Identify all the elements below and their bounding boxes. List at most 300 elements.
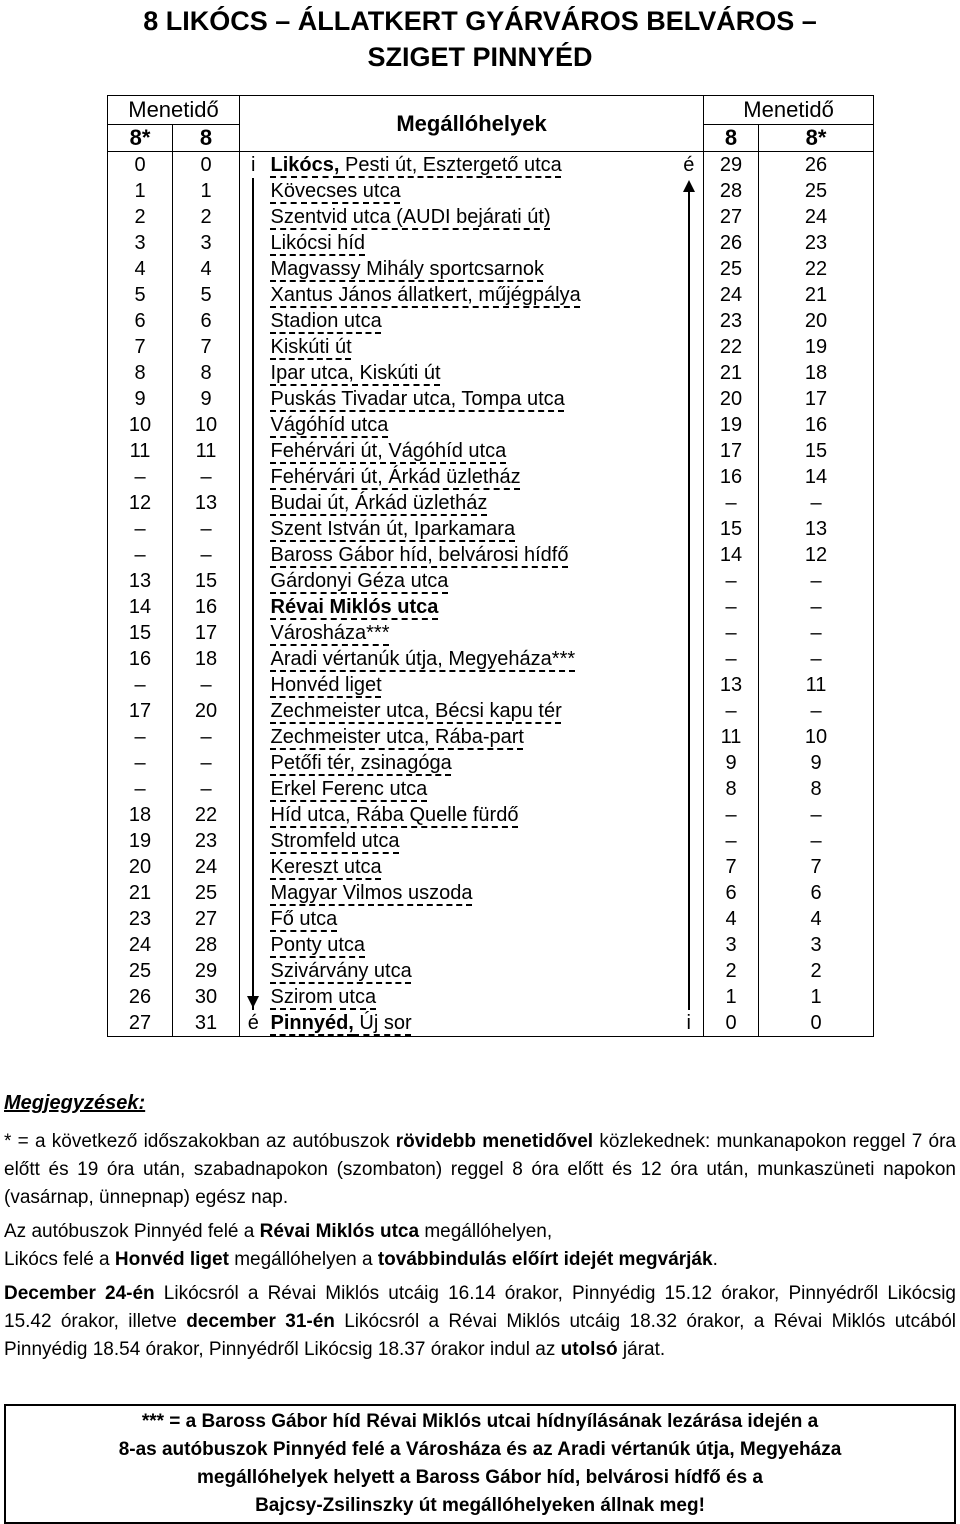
time-8-outbound: 17 (173, 620, 240, 646)
time-8-outbound: 31 (173, 1010, 240, 1037)
direction-line-inbound (688, 568, 690, 594)
direction-marker-right (675, 672, 704, 698)
time-8-inbound: 28 (704, 178, 759, 204)
stop-name (267, 880, 675, 906)
time-8star-inbound: 15 (759, 438, 874, 464)
direction-marker-right (675, 802, 704, 828)
direction-marker-right (675, 568, 704, 594)
direction-line-outbound (252, 906, 254, 932)
time-8-outbound: – (173, 724, 240, 750)
note-bold: December 24-én (4, 1283, 155, 1304)
direction-marker-right (675, 776, 704, 802)
direction-marker-left (240, 854, 267, 880)
note-text: megállóhelyen a (228, 1249, 378, 1270)
direction-line-inbound (688, 984, 690, 1010)
direction-line-inbound (688, 854, 690, 880)
time-8-inbound: 15 (704, 516, 759, 542)
stop-name-main: Stadion utca (270, 310, 382, 332)
stop-name (267, 516, 675, 542)
time-8star-inbound: 1 (759, 984, 874, 1010)
stop-name-main: Fehérvári út, Vágóhíd utca (270, 440, 507, 462)
direction-marker-right (675, 308, 704, 334)
direction-line-inbound (688, 750, 690, 776)
note-bold: rövidebb menetidővel (395, 1131, 594, 1152)
note-bold: Honvéd liget (114, 1249, 229, 1270)
direction-line-inbound (688, 230, 690, 256)
direction-line-outbound (252, 490, 254, 516)
direction-line-outbound (252, 828, 254, 854)
direction-marker-left (240, 256, 267, 282)
notice-line-4: Bajcsy-Zsilinszky út megállóhelyeken állnak meg! (255, 1495, 705, 1516)
direction-marker-right (675, 204, 704, 230)
stop-name (267, 308, 675, 334)
direction-line-outbound (252, 750, 254, 776)
time-8-inbound: 2 (704, 958, 759, 984)
table-row (108, 204, 874, 230)
stop-name (267, 984, 675, 1010)
time-8star-inbound: 20 (759, 308, 874, 334)
time-8star-outbound: – (108, 672, 173, 698)
time-8star-inbound: – (759, 568, 874, 594)
col-header-8star-right: 8* (759, 125, 874, 152)
stop-name-main: Erkel Ferenc utca (270, 778, 428, 800)
time-8star-outbound: 8 (108, 360, 173, 386)
direction-marker-left (240, 932, 267, 958)
stop-name (267, 152, 675, 179)
stop-name-main: Szentvid utca (AUDI bejárati út) (270, 206, 551, 228)
time-8-inbound: – (704, 620, 759, 646)
time-8star-inbound: 25 (759, 178, 874, 204)
stop-name (267, 178, 675, 204)
direction-marker-right (675, 958, 704, 984)
direction-line-inbound (688, 698, 690, 724)
stop-name-main: Stromfeld utca (270, 830, 400, 852)
note-text: . (712, 1249, 718, 1270)
time-8-inbound: 7 (704, 854, 759, 880)
direction-line-outbound (252, 646, 254, 672)
stop-name (267, 256, 675, 282)
stop-name-main: Ponty utca (270, 934, 366, 956)
note-text: járat. (617, 1339, 666, 1360)
time-8star-outbound: – (108, 516, 173, 542)
stop-name-main: Aradi vértanúk útja, Megyeháza*** (270, 648, 576, 670)
direction-line-inbound (688, 906, 690, 932)
direction-marker-right (675, 334, 704, 360)
time-8star-inbound: 22 (759, 256, 874, 282)
stop-name (267, 360, 675, 386)
table-row (108, 152, 874, 179)
time-8star-outbound: 17 (108, 698, 173, 724)
direction-marker-right (675, 464, 704, 490)
stop-name-main: Révai Miklós utca (270, 596, 439, 618)
direction-line-outbound (252, 568, 254, 594)
direction-line-outbound (252, 542, 254, 568)
time-8star-inbound: 0 (759, 1010, 874, 1037)
time-8star-outbound: – (108, 724, 173, 750)
time-8star-inbound: 24 (759, 204, 874, 230)
stop-name (267, 620, 675, 646)
time-8-inbound: 27 (704, 204, 759, 230)
time-8star-inbound: 8 (759, 776, 874, 802)
direction-marker-left (240, 490, 267, 516)
stop-name-main: Pinnyéd, (270, 1012, 354, 1034)
direction-marker-left (240, 776, 267, 802)
stop-name-main: Szirom utca (270, 986, 377, 1008)
stop-name (267, 542, 675, 568)
time-8star-outbound: – (108, 750, 173, 776)
direction-marker-left (240, 828, 267, 854)
table-row (108, 646, 874, 672)
table-row (108, 230, 874, 256)
time-8-outbound: 10 (173, 412, 240, 438)
notes (4, 1128, 956, 1370)
stop-name (267, 672, 675, 698)
time-8star-inbound: 13 (759, 516, 874, 542)
direction-marker-left (240, 308, 267, 334)
time-8star-inbound: 19 (759, 334, 874, 360)
time-8star-inbound: 9 (759, 750, 874, 776)
stop-name (267, 412, 675, 438)
direction-marker-right (675, 178, 704, 204)
direction-marker-left (240, 178, 267, 204)
stop-name (267, 646, 675, 672)
direction-line-inbound (688, 464, 690, 490)
time-8star-inbound: – (759, 646, 874, 672)
note-text: közlekednek: munkanapokon reggel 7 óra előtt és 19 óra után, szabadnapokon (szombaton) reggel 8 óra előtt és 12 óra után, munkaszüneti napokon (vasárnap, ünnepnap) egész nap. (4, 1131, 956, 1208)
time-8-outbound: 9 (173, 386, 240, 412)
time-8star-outbound: 6 (108, 308, 173, 334)
stop-name-main: Magvassy Mihály sportcsarnok (270, 258, 544, 280)
direction-line-inbound (688, 802, 690, 828)
direction-line-inbound (688, 932, 690, 958)
direction-marker-left (240, 620, 267, 646)
time-8-outbound: 18 (173, 646, 240, 672)
stop-name (267, 282, 675, 308)
time-8star-inbound: 18 (759, 360, 874, 386)
direction-marker-left (240, 568, 267, 594)
table-row (108, 282, 874, 308)
note-bold: utolsó (560, 1339, 618, 1360)
stop-name (267, 464, 675, 490)
time-8-outbound: – (173, 776, 240, 802)
stop-name (267, 204, 675, 230)
direction-marker-right (675, 542, 704, 568)
time-8-outbound: 25 (173, 880, 240, 906)
direction-marker-right (675, 360, 704, 386)
direction-line-outbound (252, 464, 254, 490)
direction-marker-right (675, 256, 704, 282)
stop-name (267, 490, 675, 516)
direction-line-outbound (252, 620, 254, 646)
time-8-inbound: 4 (704, 906, 759, 932)
direction-line-inbound (688, 828, 690, 854)
direction-line-outbound (252, 230, 254, 256)
stop-name-main: Ipar utca, Kiskúti út (270, 362, 441, 384)
direction-marker-left (240, 594, 267, 620)
table-row (108, 802, 874, 828)
time-8star-outbound: 9 (108, 386, 173, 412)
time-8-outbound: 27 (173, 906, 240, 932)
arrow-down-icon (247, 996, 259, 1008)
time-8-outbound: 30 (173, 984, 240, 1010)
time-8-outbound: 1 (173, 178, 240, 204)
direction-marker-right: i (675, 1010, 704, 1037)
stop-name-main: Kiskúti út (270, 336, 352, 358)
time-8star-inbound: 2 (759, 958, 874, 984)
direction-line-outbound (252, 516, 254, 542)
stop-name-main: Baross Gábor híd, belvárosi hídfő (270, 544, 569, 566)
time-8star-outbound: – (108, 776, 173, 802)
table-row (108, 412, 874, 438)
direction-line-outbound (252, 854, 254, 880)
table-row (108, 516, 874, 542)
table-row (108, 360, 874, 386)
time-8-outbound: 23 (173, 828, 240, 854)
time-8-outbound: – (173, 672, 240, 698)
arrow-up-icon (683, 180, 695, 192)
direction-line-inbound (688, 308, 690, 334)
stop-name (267, 854, 675, 880)
stop-name-main: Kereszt utca (270, 856, 382, 878)
direction-marker-left (240, 438, 267, 464)
direction-line-inbound (688, 542, 690, 568)
time-8star-inbound: 14 (759, 464, 874, 490)
table-row (108, 854, 874, 880)
time-8star-inbound: 10 (759, 724, 874, 750)
time-8star-inbound: 26 (759, 152, 874, 179)
direction-marker-left (240, 516, 267, 542)
time-8star-outbound: 19 (108, 828, 173, 854)
left-menetido-header: Menetidő (108, 96, 240, 125)
time-8star-inbound: 6 (759, 880, 874, 906)
direction-marker-left (240, 698, 267, 724)
time-8-outbound: 5 (173, 282, 240, 308)
direction-line-outbound (252, 672, 254, 698)
direction-line-outbound (252, 724, 254, 750)
time-8star-outbound: 15 (108, 620, 173, 646)
time-8star-outbound: 18 (108, 802, 173, 828)
time-8star-inbound: – (759, 620, 874, 646)
time-8-inbound: 29 (704, 152, 759, 179)
stop-name (267, 334, 675, 360)
notes-heading: Megjegyzések: (4, 1092, 146, 1114)
time-8-outbound: 28 (173, 932, 240, 958)
direction-line-inbound (688, 360, 690, 386)
time-8star-outbound: 2 (108, 204, 173, 230)
right-menetido-header: Menetidő (704, 96, 874, 125)
time-8-outbound: 3 (173, 230, 240, 256)
direction-line-outbound (252, 178, 254, 204)
time-8-inbound: 21 (704, 360, 759, 386)
time-8-inbound: 22 (704, 334, 759, 360)
time-8star-inbound: – (759, 594, 874, 620)
stop-name (267, 386, 675, 412)
direction-line-inbound (688, 204, 690, 230)
time-8-inbound: 13 (704, 672, 759, 698)
direction-marker-left (240, 542, 267, 568)
note-text: * = a következő időszakokban az autóbuszok (4, 1131, 396, 1152)
table-row (108, 464, 874, 490)
direction-marker-right (675, 282, 704, 308)
time-8star-inbound: 12 (759, 542, 874, 568)
time-8-inbound: – (704, 698, 759, 724)
stop-name (267, 828, 675, 854)
stop-name (267, 568, 675, 594)
time-8star-inbound: 7 (759, 854, 874, 880)
direction-line-inbound (688, 438, 690, 464)
time-8-inbound: 20 (704, 386, 759, 412)
col-header-8-right: 8 (704, 125, 759, 152)
table-row (108, 880, 874, 906)
direction-line-inbound (688, 880, 690, 906)
time-8-outbound: 2 (173, 204, 240, 230)
time-8star-outbound: 1 (108, 178, 173, 204)
time-8star-outbound: 12 (108, 490, 173, 516)
table-row (108, 594, 874, 620)
time-8-inbound: 3 (704, 932, 759, 958)
table-row (108, 490, 874, 516)
direction-marker-right (675, 516, 704, 542)
direction-line-inbound (688, 594, 690, 620)
direction-marker-right (675, 412, 704, 438)
time-8star-outbound: 7 (108, 334, 173, 360)
stop-name-main: Puskás Tivadar utca, Tompa utca (270, 388, 565, 410)
direction-marker-right (675, 724, 704, 750)
time-8-outbound: 22 (173, 802, 240, 828)
direction-marker-left (240, 334, 267, 360)
stop-name (267, 594, 675, 620)
time-8-inbound: – (704, 802, 759, 828)
direction-line-inbound (688, 958, 690, 984)
stop-name (267, 438, 675, 464)
direction-marker-left (240, 724, 267, 750)
note-menetido (4, 1128, 956, 1212)
direction-marker-right (675, 854, 704, 880)
timetable (107, 95, 874, 1037)
direction-line-outbound (252, 958, 254, 984)
direction-marker-left (240, 906, 267, 932)
stop-name-main: Magyar Vilmos uszoda (270, 882, 473, 904)
stop-name-main: Fő utca (270, 908, 338, 930)
time-8-outbound: 29 (173, 958, 240, 984)
time-8-outbound: 16 (173, 594, 240, 620)
stop-name-main: Zechmeister utca, Bécsi kapu tér (270, 700, 562, 722)
stop-name-main: Likócsi híd (270, 232, 366, 254)
table-row (108, 932, 874, 958)
table-row (108, 750, 874, 776)
stop-name (267, 906, 675, 932)
direction-marker-left (240, 984, 267, 1010)
note-text: Az autóbuszok Pinnyéd felé a (4, 1221, 260, 1242)
direction-line-outbound (252, 204, 254, 230)
table-row (108, 724, 874, 750)
table-row (108, 906, 874, 932)
table-row (108, 698, 874, 724)
table-row (108, 984, 874, 1010)
direction-line-outbound (252, 308, 254, 334)
direction-line-inbound (688, 646, 690, 672)
time-8-inbound: 11 (704, 724, 759, 750)
table-row (108, 1010, 874, 1037)
direction-line-inbound (688, 412, 690, 438)
direction-marker-left (240, 282, 267, 308)
time-8-outbound: 24 (173, 854, 240, 880)
direction-line-outbound (252, 386, 254, 412)
time-8-outbound: 13 (173, 490, 240, 516)
direction-line-inbound (688, 334, 690, 360)
col-header-8star-left: 8* (108, 125, 173, 152)
time-8star-outbound: 11 (108, 438, 173, 464)
time-8star-outbound: 25 (108, 958, 173, 984)
page-title-line-1: 8 LIKÓCS – ÁLLATKERT GYÁRVÁROS BELVÁROS – (143, 6, 817, 36)
time-8-inbound: 14 (704, 542, 759, 568)
time-8star-outbound: 20 (108, 854, 173, 880)
direction-line-outbound (252, 334, 254, 360)
table-row (108, 958, 874, 984)
stop-name-main: Vágóhíd utca (270, 414, 389, 436)
direction-line-outbound (252, 256, 254, 282)
direction-line-inbound (688, 724, 690, 750)
stop-name-main: Budai út, Árkád üzletház (270, 492, 488, 514)
time-8-outbound: 4 (173, 256, 240, 282)
note-bold: december 31-én (186, 1311, 335, 1332)
direction-marker-right (675, 750, 704, 776)
direction-line-inbound (688, 672, 690, 698)
stop-name (267, 698, 675, 724)
time-8star-outbound: 27 (108, 1010, 173, 1037)
time-8-inbound: 19 (704, 412, 759, 438)
table-row (108, 256, 874, 282)
direction-marker-left (240, 464, 267, 490)
direction-marker-right (675, 984, 704, 1010)
direction-marker-left (240, 880, 267, 906)
direction-line-inbound (688, 256, 690, 282)
bridge-closure-notice (4, 1404, 956, 1524)
stop-name-main: Gárdonyi Géza utca (270, 570, 449, 592)
time-8-inbound: 17 (704, 438, 759, 464)
direction-marker-right (675, 880, 704, 906)
time-8star-inbound: 3 (759, 932, 874, 958)
time-8star-inbound: 17 (759, 386, 874, 412)
direction-line-outbound (252, 438, 254, 464)
stop-name-main: Xantus János állatkert, műjégpálya (270, 284, 581, 306)
time-8-outbound: 15 (173, 568, 240, 594)
time-8-inbound: – (704, 594, 759, 620)
table-row (108, 438, 874, 464)
direction-marker-left: é (240, 1010, 267, 1037)
direction-marker-left (240, 412, 267, 438)
direction-marker-left (240, 204, 267, 230)
direction-marker-right (675, 438, 704, 464)
time-8-inbound: – (704, 646, 759, 672)
time-8-inbound: 0 (704, 1010, 759, 1037)
direction-line-inbound (688, 490, 690, 516)
stop-name-rest: Új sor (353, 1012, 412, 1034)
time-8star-inbound: 11 (759, 672, 874, 698)
direction-marker-left (240, 386, 267, 412)
time-8star-outbound: – (108, 464, 173, 490)
time-8-inbound: 6 (704, 880, 759, 906)
direction-line-outbound (252, 282, 254, 308)
note-bold: Révai Miklós utca (259, 1221, 420, 1242)
stop-name (267, 724, 675, 750)
stop-name-main: Városháza*** (270, 622, 390, 644)
stop-name (267, 776, 675, 802)
time-8star-inbound: 16 (759, 412, 874, 438)
note-holidays (4, 1280, 956, 1364)
note-text: megállóhelyen, (419, 1221, 553, 1242)
time-8star-outbound: – (108, 542, 173, 568)
